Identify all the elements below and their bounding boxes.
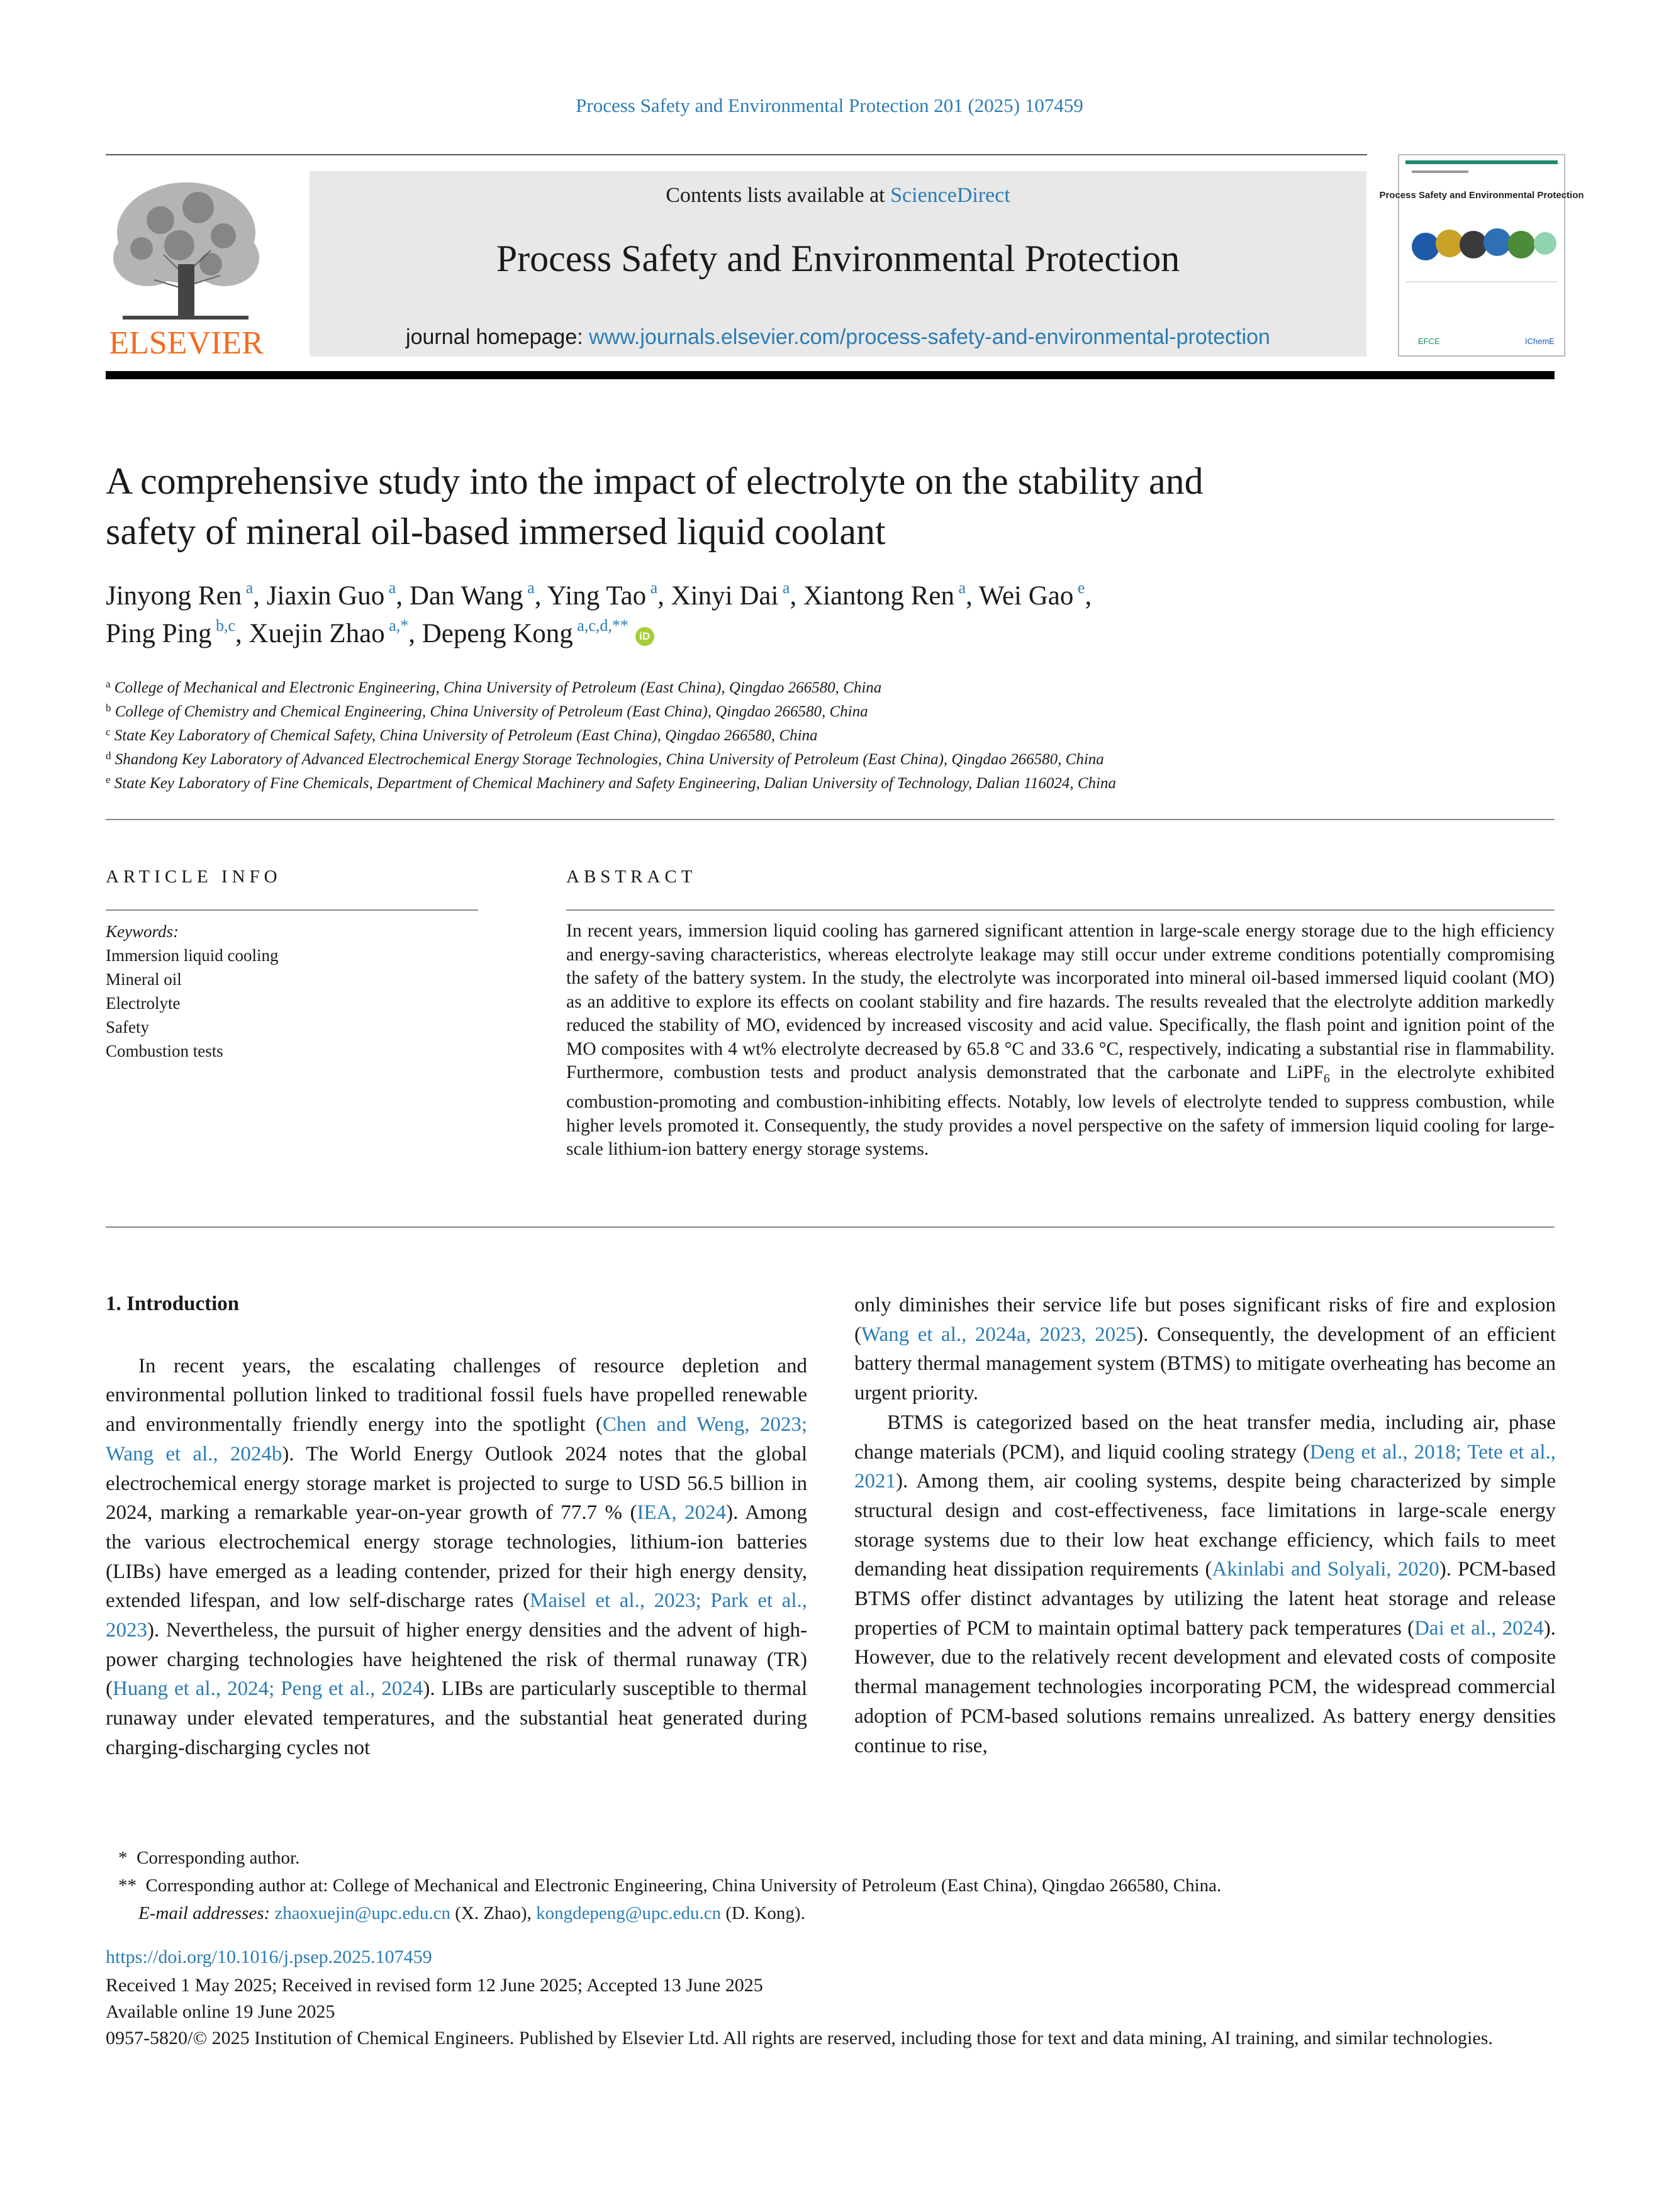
affiliation-text: College of Mechanical and Electronic Engineering, China University of Petroleum (East China), Qingdao 266580, China (110, 679, 882, 696)
author-name[interactable]: Depeng Kong (422, 619, 573, 648)
footnote-corresponding-1 (106, 1844, 1555, 1872)
journal-title: Process Safety and Environmental Protection (496, 238, 1180, 279)
body-column-right (854, 1291, 1556, 1760)
text-span: In recent years, the escalating challenges of resource depletion and environmental pollution linked to traditional fossil fuels have propelled renewable and environmentally friendly energy into the spotlight ( (106, 1354, 807, 1437)
author-affiliation-marker[interactable]: a (778, 579, 790, 597)
article-info-heading: ARTICLE INFO (106, 867, 282, 887)
journal-cover-image (1379, 155, 1584, 355)
affiliation-rule (106, 819, 1555, 820)
affiliation-text: State Key Laboratory of Fine Chemicals, Department of Chemical Machinery and Safety Engineering, Dalian University of Technology, Dalian 116024, China (110, 775, 1116, 792)
intro-paragraph-1 (106, 1352, 807, 1763)
journal-banner (310, 171, 1366, 357)
citation-link[interactable]: IEA, 2024 (637, 1501, 727, 1525)
email-owner: (D. Kong). (721, 1903, 805, 1923)
affiliation-item (106, 772, 1555, 796)
footnote-emails (106, 1899, 1555, 1927)
author-name[interactable]: Ying Tao (547, 581, 647, 611)
author-name[interactable]: Xinyi Dai (671, 581, 779, 611)
text-span: ). However, due to the relatively recent development and elevated costs of composite thermal management technologies incorporating PCM, the widespread commercial adoption of PCM-based solutions remains unrealized. As battery energy densities continue to rise, (854, 1616, 1556, 1757)
article-history (106, 1972, 1555, 2052)
journal-homepage-link[interactable]: www.journals.elsevier.com/process-safety-and-environmental-protection (589, 325, 1270, 349)
footnote-corresponding-2 (106, 1872, 1555, 1899)
text-span: ). Consequently, the development of an efficient battery thermal management system (BTMS) to mitigate overheating has become an urgent priority. (854, 1323, 1556, 1405)
citation-link[interactable]: Dai et al., 2024 (1414, 1616, 1544, 1640)
citation-link[interactable]: Wang et al., 2024a, 2023, 2025 (861, 1323, 1137, 1346)
journal-homepage-line (310, 325, 1366, 350)
article-title (106, 456, 1490, 557)
abstract-rule (566, 909, 1555, 911)
affiliation-key: c (106, 726, 111, 738)
affiliation-item (106, 724, 1555, 748)
citation-link[interactable]: Maisel et al., 2023; Park et al., 2023 (106, 1589, 807, 1642)
author-affiliation-marker[interactable]: a,c,d,** (573, 616, 628, 635)
available-online-date: Available online 19 June 2025 (106, 2001, 335, 2022)
text-span: BTMS is categorized based on the heat transfer media, including air, phase change materials (PCM), and liquid cooling strategy ( (854, 1411, 1556, 1464)
section-heading-introduction: 1. Introduction (106, 1292, 240, 1315)
footnote-text: Corresponding author. (137, 1848, 300, 1868)
author-line-1: Jinyong Ren $^a$, Jiaxin Guo $^a$, Dan Wang $^a$, Ying Tao $^a$, Xinyi Dai $^a$, Xiantong Ren $^a$, Wei Gao $^e$, (106, 579, 1092, 611)
author-name[interactable]: Wei Gao (978, 581, 1074, 611)
elsevier-wordmark: ELSEVIER (109, 325, 264, 361)
affiliation-key: b (106, 702, 111, 714)
email-link-zhao[interactable]: zhaoxuejin@upc.edu.cn (274, 1903, 450, 1923)
text-span: ). LIBs are particularly susceptible to thermal runaway under elevated temperatures, and the substantial heat generated during charging-discharging cycles not (106, 1677, 807, 1759)
footnotes (106, 1844, 1555, 1927)
homepage-prefix: journal homepage: (406, 325, 589, 349)
keyword-item: Safety (106, 1018, 149, 1037)
author-line-2: Ping Ping $^{b,c}$, Xuejin Zhao $^{a,*}$, Depeng Kong $^{a,c,d,**}$ iD (106, 615, 1521, 653)
affiliation-item (106, 748, 1555, 772)
text-span: ). The World Energy Outlook 2024 notes that the global electrochemical energy storage market is projected to surge to USD 56.5 billion in 2024, marking a remarkable year-on-year growth of 77.7 % ( (106, 1442, 807, 1525)
footnote-text: Corresponding author at: College of Mechanical and Electronic Engineering, China University of Petroleum (East China), Qingdao 266580, China. (145, 1876, 1222, 1896)
header-thick-rule (106, 371, 1555, 379)
orcid-icon[interactable]: iD (635, 627, 654, 646)
copyright-notice: 0957-5820/© 2025 Institution of Chemical Engineers. Published by Elsevier Ltd. All rights are reserved, including those for text and data mining, AI training, and similar technologies. (106, 2028, 1493, 2048)
contents-prefix: Contents lists available at (666, 184, 891, 207)
affiliation-key: a (106, 678, 111, 690)
intro-paragraph-1-continued (854, 1291, 1556, 1408)
keywords-label: Keywords: (106, 922, 179, 941)
received-dates: Received 1 May 2025; Received in revised form 12 June 2025; Accepted 13 June 2025 (106, 1975, 763, 1996)
text-span: only diminishes their service life but poses significant risks of fire and explosion ( (854, 1294, 1556, 1346)
citation-link[interactable]: Deng et al., 2018; Tete et al., 2021 (854, 1440, 1556, 1493)
footnote-mark: ** (118, 1876, 137, 1896)
author-affiliation-marker[interactable]: a (954, 579, 966, 597)
intro-paragraph-2 (854, 1408, 1556, 1760)
abstract-part-2: in the electrolyte exhibited combustion-promoting and combustion-inhibiting effects. Notably, low levels of electrolyte tended to suppress combustion, while higher levels promoted it. Consequently, the study provides a novel perspective on the safety of immersion liquid cooling for large-scale lithium-ion battery energy storage systems. (566, 1062, 1555, 1160)
author-affiliation-marker[interactable]: a,* (384, 616, 409, 635)
citation-link[interactable]: Huang et al., 2024; Peng et al., 2024 (113, 1677, 423, 1701)
affiliation-text: Shandong Key Laboratory of Advanced Electrochemical Energy Storage Technologies, China University of Petroleum (East China), Qingdao 266580, China (111, 751, 1104, 768)
article-title-line-1: A comprehensive study into the impact of electrolyte on the stability and (106, 460, 1204, 502)
affiliation-item (106, 700, 1555, 724)
author-affiliation-marker[interactable]: a (384, 579, 396, 597)
keyword-item: Immersion liquid cooling (106, 946, 279, 965)
keyword-item: Combustion tests (106, 1042, 223, 1060)
footnote-mark: * (118, 1848, 128, 1868)
journal-reference-link[interactable]: Process Safety and Environmental Protection 201 (2025) 107459 (576, 94, 1083, 116)
author-name[interactable]: Xuejin Zhao (249, 619, 385, 648)
text-span: ). Among them, air cooling systems, despite being characterized by simple structural design and cost-effectiveness, face limitations in large-scale energy storage systems due to their low heat exchange efficiency, which fails to meet demanding heat dissipation requirements ( (854, 1470, 1556, 1581)
abstract-heading: ABSTRACT (566, 867, 697, 887)
journal-cover-thumbnail[interactable] (1379, 154, 1584, 357)
affiliation-key: d (106, 750, 111, 762)
author-affiliation-marker[interactable]: a (646, 579, 658, 597)
affiliation-key: e (106, 774, 111, 786)
text-span: ). PCM-based BTMS offer distinct advantages by utilizing the latent heat storage and release properties of PCM to maintain optimal battery pack temperatures ( (854, 1558, 1556, 1640)
body-column-left (106, 1289, 807, 1763)
author-affiliation-marker[interactable]: b,c (211, 616, 236, 635)
author-list (106, 577, 1521, 653)
citation-link[interactable]: Akinlabi and Solyali, 2020 (1212, 1558, 1439, 1581)
abstract-text (566, 920, 1555, 1162)
contents-available-line (310, 184, 1366, 208)
author-affiliation-marker[interactable]: a (242, 579, 254, 597)
text-span: ). Nevertheless, the pursuit of higher energy densities and the advent of high-power charging technologies have heightened the risk of thermal runaway (TR) ( (106, 1619, 807, 1701)
icheme-logo: IChemE (1525, 336, 1555, 346)
abstract-end-rule (106, 1226, 1555, 1228)
article-info-rule (106, 909, 478, 911)
keyword-item: Mineral oil (106, 970, 182, 989)
citation-link[interactable]: Chen and Weng, 2023; Wang et al., 2024b (106, 1413, 808, 1465)
author-name[interactable]: Dan Wang (409, 581, 523, 611)
affiliation-item (106, 676, 1555, 700)
doi-link[interactable]: https://doi.org/10.1016/j.psep.2025.107459 (106, 1947, 432, 1967)
email-owner: (X. Zhao), (450, 1903, 537, 1923)
author-affiliation-marker[interactable]: a (523, 579, 535, 597)
email-label: E-mail addresses: (138, 1903, 271, 1923)
elsevier-logo (104, 170, 269, 361)
text-span: ). Among the various electrochemical energy storage technologies, lithium-ion batteries (LIBs) have emerged as a leading contender, prized for their high energy density, extended lifespan, and low self-discharge rates ( (106, 1501, 807, 1613)
author-name[interactable]: Ping Ping (106, 619, 212, 648)
article-title-line-2: safety of mineral oil-based immersed liquid coolant (106, 511, 886, 552)
cover-title: Process Safety and Environmental Protection (1379, 190, 1584, 201)
abstract-part-1: In recent years, immersion liquid cooling has garnered significant attention in large-scale energy storage due to the high efficiency and energy-saving characteristics, whereas electrolyte leakage may still occur under extreme conditions potentially compromising the safety of the battery system. In the study, the electrolyte was incorporated into mineral oil-based immersed liquid coolant (MO) as an additive to explore its effects on coolant stability and fire hazards. The results revealed that the electrolyte addition markedly reduced the stability of MO, evidenced by increased viscosity and acid value. Specifically, the flash point and ignition point of the MO composites with 4 wt% electrolyte decreased by 65.8 °C and 33.6 °C, respectively, indicating a substantial rise in flammability. Furthermore, combustion tests and product analysis demonstrated that the carbonate and LiPF (566, 921, 1555, 1082)
keywords-block (106, 920, 483, 1063)
author-name[interactable]: Xiantong Ren (803, 581, 955, 611)
elsevier-tree-icon (104, 170, 269, 361)
author-name[interactable]: Jiaxin Guo (266, 581, 385, 611)
affiliation-text: State Key Laboratory of Chemical Safety, China University of Petroleum (East China), Qingdao 266580, China (110, 727, 818, 744)
sciencedirect-link[interactable]: ScienceDirect (890, 184, 1010, 207)
affiliation-list (106, 676, 1555, 796)
author-affiliation-marker[interactable]: e (1073, 579, 1085, 597)
efce-logo: EFCE (1418, 336, 1440, 346)
affiliation-text: College of Chemistry and Chemical Engineering, China University of Petroleum (East China), Qingdao 266580, China (111, 703, 868, 720)
email-link-kong[interactable]: kongdepeng@upc.edu.cn (536, 1903, 722, 1923)
keyword-item: Electrolyte (106, 994, 181, 1013)
keyword-list (106, 943, 483, 1063)
abstract-subscript: 6 (1323, 1071, 1330, 1086)
header-rule (106, 154, 1367, 155)
author-name[interactable]: Jinyong Ren (106, 581, 242, 611)
